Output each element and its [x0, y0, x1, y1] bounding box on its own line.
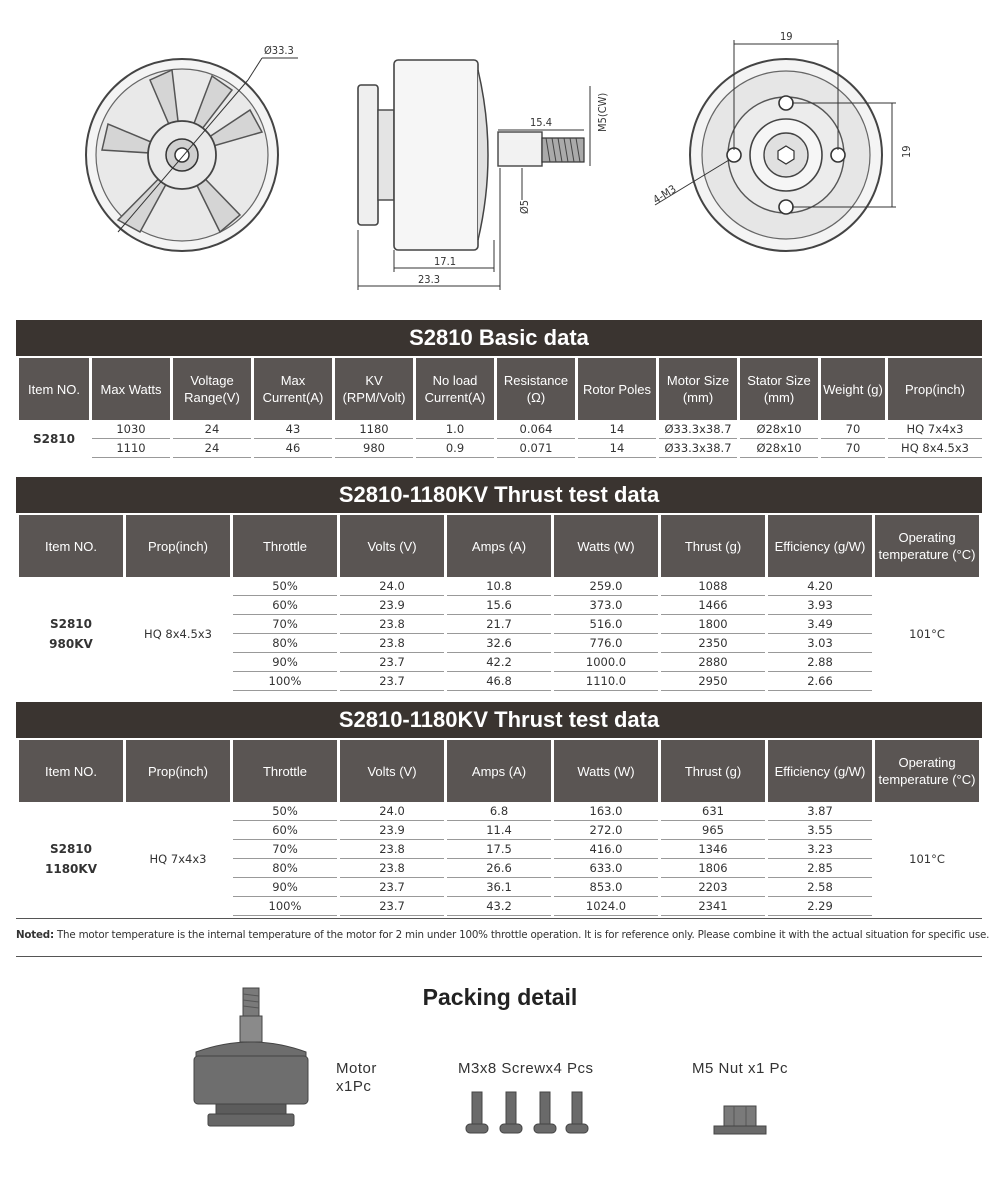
motor-back-view — [651, 30, 913, 251]
item-kv: 1180KV — [45, 862, 97, 876]
cell: 6.8 — [447, 802, 551, 821]
motor-technical-drawings — [0, 0, 1000, 300]
cell: 1110 — [92, 439, 170, 458]
cell: 23.8 — [340, 615, 444, 634]
table-row — [19, 420, 982, 439]
motor-side-view — [358, 60, 609, 290]
item-number — [19, 577, 123, 691]
cell: 3.49 — [768, 615, 872, 634]
cell: 46.8 — [447, 672, 551, 691]
thrust-test-table-1180kv — [16, 740, 982, 916]
cell: Ø28x10 — [740, 420, 818, 439]
motor-label-line2: x1Pc — [336, 1078, 372, 1095]
cell: 0.9 — [416, 439, 494, 458]
header-cell: Throttle — [233, 740, 337, 802]
cell: 24 — [173, 439, 251, 458]
header-cell: Rotor Poles — [578, 358, 656, 420]
cell: Ø33.3x38.7 — [659, 439, 737, 458]
cell: 60% — [233, 821, 337, 840]
cell: 70 — [821, 420, 885, 439]
mounting-holes-label: 4-M3 — [650, 182, 679, 207]
item-number — [19, 802, 123, 916]
cell: 46 — [254, 439, 332, 458]
thrust-test-section-980kv — [16, 477, 982, 691]
cell: Ø33.3x38.7 — [659, 420, 737, 439]
cell: 2.29 — [768, 897, 872, 916]
cell: 1806 — [661, 859, 765, 878]
cell: 1466 — [661, 596, 765, 615]
cell: 3.87 — [768, 802, 872, 821]
cell: 1346 — [661, 840, 765, 859]
cell: 631 — [661, 802, 765, 821]
shaft-diameter-dimension: Ø5 — [518, 199, 531, 214]
cell: 17.5 — [447, 840, 551, 859]
cell: 90% — [233, 878, 337, 897]
header-cell: Volts (V) — [340, 515, 444, 577]
header-cell: Stator Size (mm) — [740, 358, 818, 420]
cell: 23.9 — [340, 821, 444, 840]
cell: 32.6 — [447, 634, 551, 653]
header-cell: Item NO. — [19, 358, 89, 420]
table-row — [19, 439, 982, 458]
header-cell: Amps (A) — [447, 740, 551, 802]
cell: 1030 — [92, 420, 170, 439]
cell: 50% — [233, 577, 337, 596]
temperature-note — [16, 929, 990, 941]
header-cell: Max Watts — [92, 358, 170, 420]
header-cell: Item NO. — [19, 515, 123, 577]
prop-size: HQ 8x4.5x3 — [144, 627, 212, 641]
cell: 3.55 — [768, 821, 872, 840]
cell: 2.66 — [768, 672, 872, 691]
header-cell: Watts (W) — [554, 740, 658, 802]
cell: 80% — [233, 859, 337, 878]
item-model: S2810 — [49, 842, 93, 856]
cell: 1088 — [661, 577, 765, 596]
diameter-dimension: Ø33.3 — [264, 44, 294, 57]
cell: 633.0 — [554, 859, 658, 878]
cell: 272.0 — [554, 821, 658, 840]
cell: 70 — [821, 439, 885, 458]
cell: 90% — [233, 653, 337, 672]
cell: 2950 — [661, 672, 765, 691]
total-length-dimension: 23.3 — [418, 273, 441, 286]
item-number: S2810 — [32, 432, 76, 446]
motor-label — [336, 1060, 377, 1096]
header-cell: Efficiency (g/W) — [768, 515, 872, 577]
nut-image — [710, 1100, 770, 1140]
cell: 70% — [233, 615, 337, 634]
cell: 26.6 — [447, 859, 551, 878]
cell: Ø28x10 — [740, 439, 818, 458]
cell: 21.7 — [447, 615, 551, 634]
cell: 23.7 — [340, 672, 444, 691]
header-cell: Throttle — [233, 515, 337, 577]
cell: 853.0 — [554, 878, 658, 897]
header-cell: Efficiency (g/W) — [768, 740, 872, 802]
cell: 14 — [578, 439, 656, 458]
thrust-test-title: S2810-1180KV Thrust test data — [16, 477, 982, 513]
cell: 2203 — [661, 878, 765, 897]
cell: 10.8 — [447, 577, 551, 596]
table-row — [19, 802, 979, 821]
note-text: The motor temperature is the internal temperature of the motor for 2 min under 100% throttle operation. It is for reference only. Please combine it with the actual situation for specific use. — [53, 929, 990, 941]
table-row — [19, 577, 979, 596]
cell: 2350 — [661, 634, 765, 653]
header-cell: Motor Size (mm) — [659, 358, 737, 420]
packing-title: Packing detail — [422, 984, 578, 1010]
cell: 23.7 — [340, 878, 444, 897]
cell: 980 — [335, 439, 413, 458]
cell: HQ 7x4x3 — [888, 420, 982, 439]
cell: 1000.0 — [554, 653, 658, 672]
cell: 4.20 — [768, 577, 872, 596]
cell: 100% — [233, 897, 337, 916]
cell: 2880 — [661, 653, 765, 672]
header-cell: Weight (g) — [821, 358, 885, 420]
cell: 23.7 — [340, 897, 444, 916]
cell: 24 — [173, 420, 251, 439]
cell: 80% — [233, 634, 337, 653]
thrust-test-title: S2810-1180KV Thrust test data — [16, 702, 982, 738]
cell: 0.071 — [497, 439, 575, 458]
cell: 15.6 — [447, 596, 551, 615]
prop-size: HQ 7x4x3 — [149, 852, 207, 866]
cell: 2.58 — [768, 878, 872, 897]
cell: 60% — [233, 596, 337, 615]
header-cell: Watts (W) — [554, 515, 658, 577]
header-cell: KV (RPM/Volt) — [335, 358, 413, 420]
cell: 373.0 — [554, 596, 658, 615]
cell: 23.9 — [340, 596, 444, 615]
motor-label-line1: Motor — [336, 1060, 377, 1077]
thrust-test-table-980kv — [16, 515, 982, 691]
divider — [16, 918, 982, 919]
cell: 23.8 — [340, 859, 444, 878]
cell: 3.23 — [768, 840, 872, 859]
thrust-test-section-1180kv — [16, 702, 982, 916]
shaft-length-dimension: 15.4 — [530, 116, 553, 129]
cell: 1110.0 — [554, 672, 658, 691]
cell: 965 — [661, 821, 765, 840]
cell: 3.03 — [768, 634, 872, 653]
header-cell: Operating temperature (°C) — [875, 740, 979, 802]
cell: 3.93 — [768, 596, 872, 615]
cell: 24.0 — [340, 577, 444, 596]
header-cell: Voltage Range(V) — [173, 358, 251, 420]
hole-spacing-y: 19 — [900, 145, 913, 158]
cell: 43 — [254, 420, 332, 439]
cell: 23.8 — [340, 634, 444, 653]
cell: 14 — [578, 420, 656, 439]
header-cell: Resistance (Ω) — [497, 358, 575, 420]
screws-image — [462, 1088, 592, 1138]
operating-temperature: 101°C — [909, 852, 945, 866]
header-cell: Thrust (g) — [661, 740, 765, 802]
operating-temperature: 101°C — [909, 627, 945, 641]
cell: 100% — [233, 672, 337, 691]
header-cell: Prop(inch) — [126, 740, 230, 802]
screw-label: M3x8 Screwx4 Pcs — [458, 1060, 594, 1077]
cell: 24.0 — [340, 802, 444, 821]
header-cell: Max Current(A) — [254, 358, 332, 420]
cell: 776.0 — [554, 634, 658, 653]
cell: 43.2 — [447, 897, 551, 916]
cell: HQ 8x4.5x3 — [888, 439, 982, 458]
cell: 23.7 — [340, 653, 444, 672]
cell: 70% — [233, 840, 337, 859]
header-cell: Thrust (g) — [661, 515, 765, 577]
cell: 50% — [233, 802, 337, 821]
header-cell: Prop(inch) — [126, 515, 230, 577]
cell: 0.064 — [497, 420, 575, 439]
cell: 42.2 — [447, 653, 551, 672]
header-cell: Operating temperature (°C) — [875, 515, 979, 577]
cell: 1180 — [335, 420, 413, 439]
basic-data-section — [16, 320, 982, 458]
cell: 2341 — [661, 897, 765, 916]
cell: 1800 — [661, 615, 765, 634]
body-length-dimension: 17.1 — [434, 255, 457, 268]
item-kv: 980KV — [49, 637, 93, 651]
header-cell: Volts (V) — [340, 740, 444, 802]
cell: 2.88 — [768, 653, 872, 672]
motor-image — [186, 984, 316, 1134]
hole-spacing-x: 19 — [780, 30, 793, 43]
note-label: Noted: — [16, 929, 54, 941]
header-cell: Prop(inch) — [888, 358, 982, 420]
header-cell: Amps (A) — [447, 515, 551, 577]
item-model: S2810 — [49, 617, 93, 631]
cell: 36.1 — [447, 878, 551, 897]
cell: 23.8 — [340, 840, 444, 859]
cell: 1024.0 — [554, 897, 658, 916]
nut-label: M5 Nut x1 Pc — [692, 1060, 789, 1077]
cell: 516.0 — [554, 615, 658, 634]
cell: 259.0 — [554, 577, 658, 596]
shaft-thread-dimension: M5(CW) — [596, 92, 609, 132]
cell: 2.85 — [768, 859, 872, 878]
basic-data-title: S2810 Basic data — [16, 320, 982, 356]
divider — [16, 956, 982, 957]
cell: 11.4 — [447, 821, 551, 840]
cell: 1.0 — [416, 420, 494, 439]
cell: 163.0 — [554, 802, 658, 821]
cell: 416.0 — [554, 840, 658, 859]
header-cell: Item NO. — [19, 740, 123, 802]
basic-data-table — [16, 358, 985, 458]
header-cell: No load Current(A) — [416, 358, 494, 420]
motor-front-view — [86, 44, 298, 251]
